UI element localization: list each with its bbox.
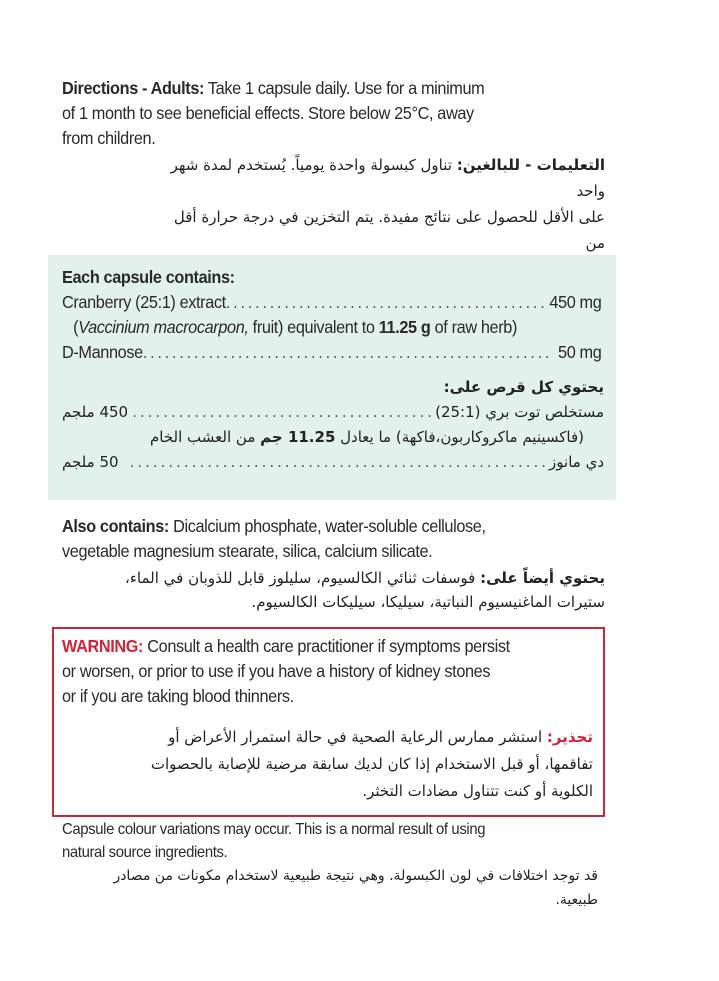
directions-en: Directions - Adults: Take 1 capsule daily. Use for a minimum of 1 month to see beneficial effects. Store below 25°C, away from children. [62,78,485,148]
warning-en: WARNING: Consult a health care practitioner if symptoms persist or worsen, or prior to use if you have a history of kidney stones or if you are taking blood thinners. [62,636,510,706]
ingredient-note-ar: (فاكسينيم ماكروكاربون،فاكهة) ما يعادل 11.25 جم من العشب الخام [150,428,584,446]
ingredients-en [62,265,622,365]
ingredient-row-ar: مستخلص توت بري (25:1) ..... 450 ملجم [62,400,604,425]
ingredient-row: D-Mannose ..... 50 mg [62,340,601,365]
also-contains-section: Also contains: Dicalcium phosphate, water-soluble cellulose, vegetable magnesium stearate, silica, calcium silicate. [62,516,486,561]
capsule-note: Capsule colour variations may occur. This is a normal result of using natural source ingredients. [62,821,486,861]
also-contains-label: Also contains: [62,516,169,536]
directions-section [62,76,662,151]
ingredient-row: Cranberry (25:1) extract ..... 450 mg [62,290,601,315]
ingredient-note: (Vaccinium macrocarpon, fruit) equivalent to 11.25 g of raw herb) [73,317,518,337]
directions-ar: التعليمات - للبالغين: تناول كبسولة واحدة يومياً. يُستخدم لمدة شهر واحد على الأقل للحصول على نتائج مفيدة. يتم التخزين في درجة حرارة أقل من [170,156,605,252]
ingredient-row-ar: دي مانوز ..... 50 ملجم [62,450,604,475]
warning-ar-label: تحذير: [546,728,593,746]
ingredients-ar [62,375,604,475]
warning-label: WARNING: [62,636,144,656]
also-contains-ar: يحتوي أيضاً على: فوسفات ثنائي الكالسيوم، سليلوز قابل للذوبان في الماء، ستيرات الماغنيسيوم النباتية، سيليكا، سيليكات الكالسيوم. [125,569,605,611]
directions-ar-label: التعليمات - للبالغين: [456,156,605,174]
ingredients-title: Each capsule contains: [62,267,235,287]
directions-label: Directions - Adults: [62,78,205,98]
ingredients-ar-title: يحتوي كل قرص على: [443,378,604,396]
warning-ar: تحذير: استشر ممارس الرعاية الصحية في حالة استمرار الأعراض أو تفاقمها، أو قبل الاستخدام إذا كان لديك سابقة مرضية للإصابة بالحصوات الكلوية أو كنت تتناول مضادات التخثر. [150,728,593,800]
capsule-note-ar: قد توجد اختلافات في لون الكبسولة. وهي نتيجة طبيعية لاستخدام مكونات من مصادر طبيعية. [113,868,598,908]
